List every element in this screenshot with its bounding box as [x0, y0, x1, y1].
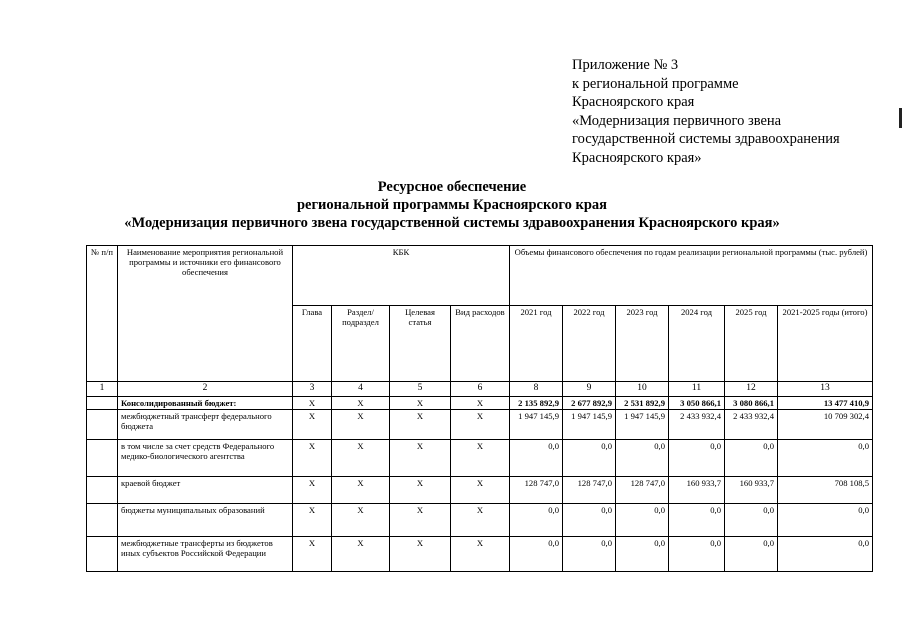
col-number: 4 [332, 382, 390, 397]
row-value-cell: 0,0 [669, 504, 725, 537]
row-value-cell: 0,0 [669, 537, 725, 572]
header-row [87, 246, 873, 306]
row-num-cell [87, 504, 118, 537]
row-value-cell: 128 747,0 [510, 477, 563, 504]
title-line: региональной программы Красноярского края [296, 197, 608, 213]
row-value-cell: 0,0 [778, 504, 873, 537]
row-value-cell: 0,0 [616, 537, 669, 572]
appendix-line: «Модернизация первичного звена [572, 112, 782, 129]
header-year-2023: 2023 год [616, 306, 669, 382]
row-kbk-cell: X [451, 397, 510, 410]
row-num-cell [87, 477, 118, 504]
row-name-cell: в том числе за счет средств Федерального медико-биологического агентства [118, 440, 293, 477]
row-value-cell: 10 709 302,4 [778, 410, 873, 440]
row-num-cell [87, 397, 118, 410]
row-kbk-cell: X [332, 504, 390, 537]
row-kbk-cell: X [451, 537, 510, 572]
row-num-cell [87, 440, 118, 477]
row-value-cell: 0,0 [725, 537, 778, 572]
table-row [87, 504, 873, 537]
header-year-total: 2021-2025 годы (итого) [778, 306, 873, 382]
row-kbk-cell: X [332, 410, 390, 440]
header-kbk-glava: Глава [293, 306, 332, 382]
header-kbk-vid: Вид расходов [451, 306, 510, 382]
row-kbk-cell: X [293, 440, 332, 477]
header-year-2024: 2024 год [669, 306, 725, 382]
row-value-cell: 0,0 [616, 440, 669, 477]
row-kbk-cell: X [390, 477, 451, 504]
row-kbk-cell: X [293, 477, 332, 504]
row-value-cell: 0,0 [616, 504, 669, 537]
row-kbk-cell: X [390, 397, 451, 410]
row-value-cell: 708 108,5 [778, 477, 873, 504]
col-number: 3 [293, 382, 332, 397]
header-year-2025: 2025 год [725, 306, 778, 382]
row-value-cell: 2 433 932,4 [669, 410, 725, 440]
appendix-line: к региональной программе [572, 75, 739, 92]
row-num-cell [87, 410, 118, 440]
row-value-cell: 0,0 [563, 504, 616, 537]
row-name-cell: межбюджетный трансферт федерального бюджета [118, 410, 293, 440]
col-number: 8 [510, 382, 563, 397]
table-row [87, 397, 873, 410]
row-value-cell: 0,0 [778, 440, 873, 477]
row-value-cell: 0,0 [725, 504, 778, 537]
row-kbk-cell: X [451, 477, 510, 504]
header-year-2022: 2022 год [563, 306, 616, 382]
col-number: 13 [778, 382, 873, 397]
appendix-block [572, 56, 840, 167]
header-num: № п/п [87, 246, 118, 382]
document-title [0, 178, 904, 232]
row-name-cell: краевой бюджет [118, 477, 293, 504]
title-line: Ресурсное обеспечение [377, 179, 527, 195]
row-name-cell: межбюджетные трансферты из бюджетов иных субъектов Российской Федерации [118, 537, 293, 572]
row-kbk-cell: X [293, 537, 332, 572]
table-row [87, 477, 873, 504]
scan-edge-mark [899, 108, 902, 128]
row-value-cell: 128 747,0 [616, 477, 669, 504]
row-name-cell: Консолидированный бюджет: [118, 397, 293, 410]
col-number: 9 [563, 382, 616, 397]
row-value-cell: 0,0 [778, 537, 873, 572]
row-kbk-cell: X [332, 397, 390, 410]
row-kbk-cell: X [390, 504, 451, 537]
row-value-cell: 160 933,7 [669, 477, 725, 504]
col-number: 6 [451, 382, 510, 397]
header-kbk-razdel: Раздел/ подраздел [332, 306, 390, 382]
row-kbk-cell: X [293, 504, 332, 537]
header-name: Наименование мероприятия региональной программы и источники его финансового обеспечения [118, 246, 293, 382]
row-kbk-cell: X [332, 537, 390, 572]
row-kbk-cell: X [451, 440, 510, 477]
appendix-line: государственной системы здравоохранения [572, 131, 840, 147]
row-value-cell: 160 933,7 [725, 477, 778, 504]
col-number: 2 [118, 382, 293, 397]
row-value-cell: 3 050 866,1 [669, 397, 725, 410]
row-value-cell: 1 947 145,9 [510, 410, 563, 440]
row-value-cell: 0,0 [563, 440, 616, 477]
row-kbk-cell: X [332, 440, 390, 477]
appendix-line: Красноярского края [572, 94, 695, 110]
row-value-cell: 0,0 [669, 440, 725, 477]
row-kbk-cell: X [451, 504, 510, 537]
row-kbk-cell: X [293, 410, 332, 440]
table-row [87, 537, 873, 572]
col-number: 11 [669, 382, 725, 397]
row-kbk-cell: X [390, 537, 451, 572]
row-value-cell: 0,0 [510, 440, 563, 477]
row-value-cell: 0,0 [725, 440, 778, 477]
row-name-cell: бюджеты муниципальных образований [118, 504, 293, 537]
header-kbk: КБК [293, 246, 510, 306]
row-kbk-cell: X [451, 410, 510, 440]
row-value-cell: 3 080 866,1 [725, 397, 778, 410]
row-kbk-cell: X [390, 440, 451, 477]
row-value-cell: 0,0 [563, 537, 616, 572]
row-value-cell: 2 677 892,9 [563, 397, 616, 410]
col-number: 10 [616, 382, 669, 397]
appendix-line: Приложение № 3 [572, 57, 679, 73]
row-value-cell: 2 135 892,9 [510, 397, 563, 410]
resource-table [86, 245, 873, 572]
header-year-2021: 2021 год [510, 306, 563, 382]
row-kbk-cell: X [332, 477, 390, 504]
header-kbk-statya: Целевая статья [390, 306, 451, 382]
row-value-cell: 2 433 932,4 [725, 410, 778, 440]
row-kbk-cell: X [390, 410, 451, 440]
col-number: 12 [725, 382, 778, 397]
col-number: 5 [390, 382, 451, 397]
row-value-cell: 13 477 410,9 [778, 397, 873, 410]
table-body [87, 397, 873, 572]
row-num-cell [87, 537, 118, 572]
table-row [87, 410, 873, 440]
column-number-row [87, 382, 873, 397]
table-row [87, 440, 873, 477]
appendix-line: Красноярского края» [572, 149, 702, 166]
row-value-cell: 128 747,0 [563, 477, 616, 504]
col-number: 1 [87, 382, 118, 397]
row-value-cell: 0,0 [510, 504, 563, 537]
title-line: «Модернизация первичного звена государственной системы здравоохранения Красноярского края» [124, 215, 780, 231]
row-value-cell: 0,0 [510, 537, 563, 572]
row-value-cell: 1 947 145,9 [616, 410, 669, 440]
row-value-cell: 2 531 892,9 [616, 397, 669, 410]
header-volumes: Объемы финансового обеспечения по годам реализации региональной программы (тыс. рублей) [510, 246, 873, 306]
row-kbk-cell: X [293, 397, 332, 410]
row-value-cell: 1 947 145,9 [563, 410, 616, 440]
